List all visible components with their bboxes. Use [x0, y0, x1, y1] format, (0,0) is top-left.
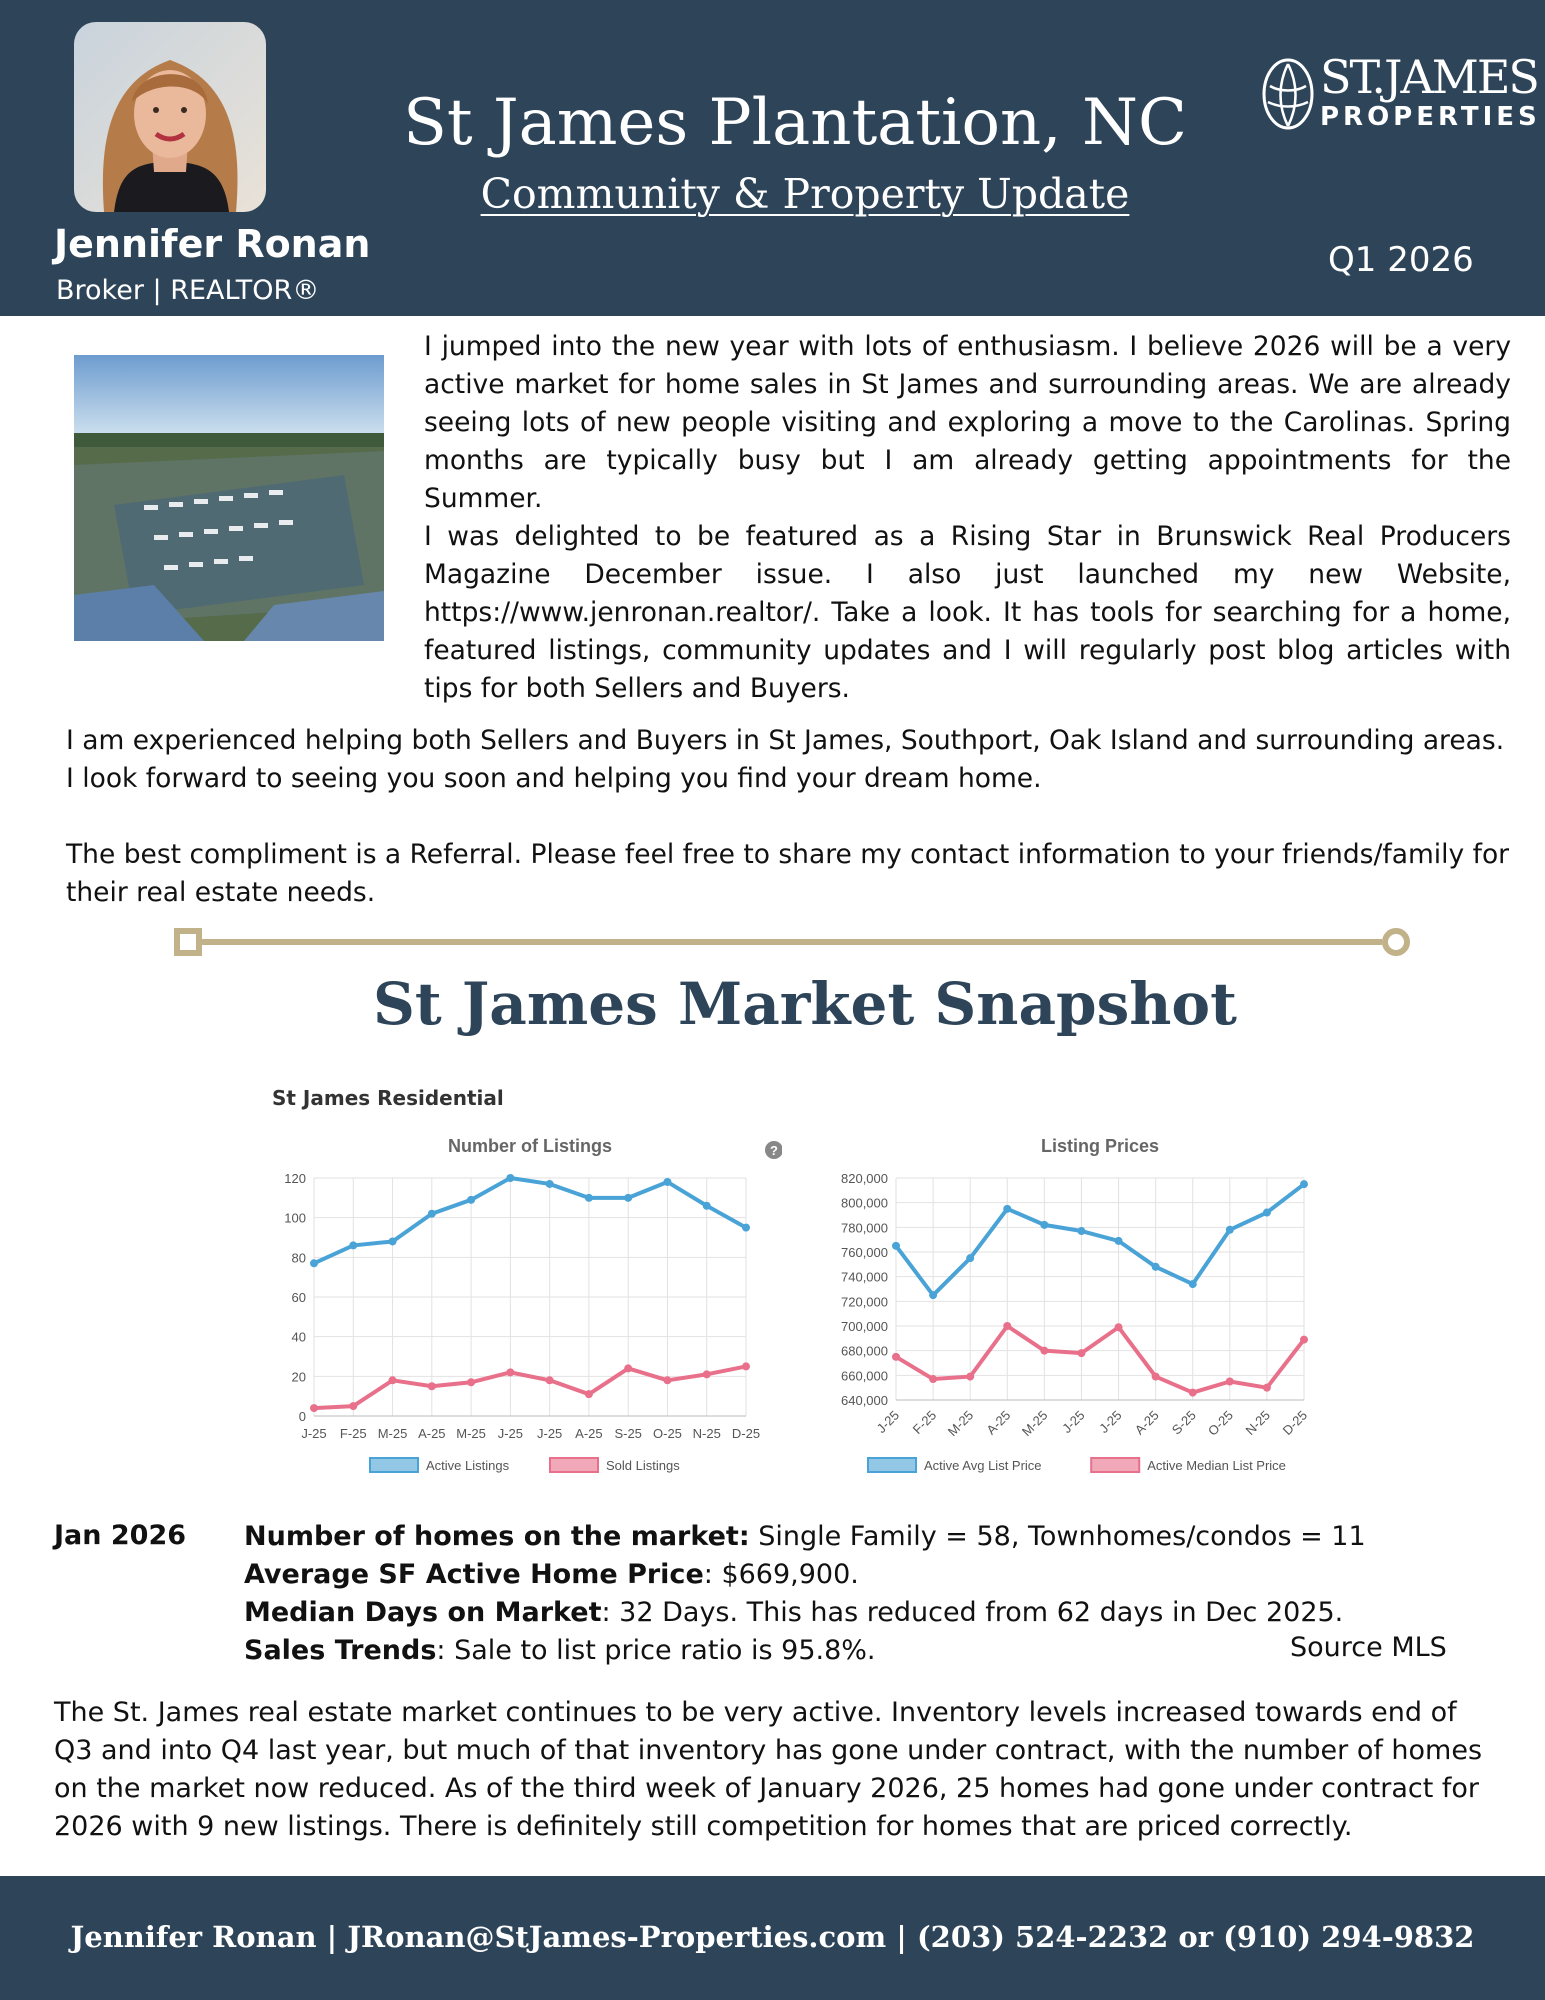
- data-point: [467, 1378, 475, 1386]
- data-point: [1189, 1280, 1197, 1288]
- stats-label: Average SF Active Home Price: [244, 1559, 704, 1590]
- data-point: [1152, 1373, 1160, 1381]
- data-point: [663, 1178, 671, 1186]
- x-tick-label: J-25: [497, 1426, 524, 1441]
- logo-wordmark: ST.JAMES: [1320, 50, 1538, 104]
- y-tick-label: 100: [284, 1210, 306, 1226]
- stats-value: Single Family = 58, Townhomes/condos = 11: [749, 1521, 1366, 1552]
- data-point: [966, 1373, 974, 1381]
- data-point: [892, 1353, 900, 1361]
- y-tick-label: 640,000: [841, 1393, 888, 1408]
- agent-role: Broker | REALTOR®: [56, 275, 320, 306]
- data-point: [585, 1194, 593, 1202]
- x-tick-label: J-25: [1096, 1407, 1125, 1437]
- header-banner: [0, 0, 1545, 316]
- chart-title: Number of Listings: [447, 1136, 613, 1156]
- legend-swatch: [550, 1458, 598, 1472]
- x-tick-label: J-25: [301, 1426, 327, 1441]
- company-logo: [1260, 50, 1541, 140]
- data-point: [1189, 1389, 1197, 1397]
- data-point: [1263, 1209, 1271, 1217]
- data-point: [1115, 1323, 1123, 1331]
- data-point: [546, 1376, 554, 1384]
- data-point: [663, 1376, 671, 1384]
- stats-line-price: [244, 1556, 1366, 1594]
- y-tick-label: 80: [291, 1250, 306, 1266]
- x-tick-label: A-25: [575, 1426, 603, 1441]
- y-tick-label: 120: [284, 1171, 306, 1186]
- stats-value: : $669,900.: [703, 1559, 859, 1590]
- x-tick-label: M-25: [1018, 1407, 1051, 1440]
- x-tick-label: N-25: [1242, 1407, 1274, 1439]
- x-tick-label: J-25: [536, 1426, 563, 1441]
- data-point: [966, 1254, 974, 1262]
- data-point: [506, 1174, 514, 1182]
- series-line: [314, 1178, 746, 1263]
- data-point: [310, 1259, 318, 1267]
- x-tick-label: O-25: [1204, 1407, 1236, 1439]
- data-point: [1226, 1378, 1234, 1386]
- stats-label: Number of homes on the market:: [244, 1521, 750, 1552]
- y-tick-label: 720,000: [841, 1294, 888, 1310]
- data-point: [892, 1242, 900, 1250]
- data-point: [1077, 1349, 1085, 1357]
- quarter-label: Q1 2026: [1328, 240, 1474, 280]
- data-point: [703, 1202, 711, 1210]
- data-point: [1040, 1347, 1048, 1355]
- data-point: [1003, 1205, 1011, 1213]
- chart-title: Listing Prices: [1040, 1136, 1160, 1156]
- page-title: St James Plantation, NC: [403, 86, 1187, 160]
- series-line: [314, 1366, 746, 1408]
- prices-chart: [790, 1130, 1330, 1490]
- source-note: Source MLS: [1290, 1632, 1447, 1663]
- legend-swatch: [868, 1458, 916, 1472]
- data-point: [929, 1291, 937, 1299]
- legend-label: Sold Listings: [606, 1458, 680, 1473]
- stats-date: Jan 2026: [54, 1520, 187, 1551]
- page-subtitle: Community & Property Update: [480, 170, 1130, 218]
- x-tick-label: D-25: [731, 1426, 761, 1441]
- y-tick-label: 760,000: [841, 1245, 888, 1260]
- y-tick-label: 0: [298, 1409, 306, 1424]
- legend-swatch: [370, 1458, 418, 1472]
- x-tick-label: M-25: [377, 1426, 408, 1441]
- x-tick-label: S-25: [1168, 1407, 1199, 1438]
- intro-paragraph-4: The best compliment is a Referral. Please feel free to share my contact information to your friends/family for their real estate needs.: [66, 839, 1510, 908]
- data-point: [310, 1404, 318, 1412]
- data-point: [1077, 1227, 1085, 1235]
- stats-value: : 32 Days. This has reduced from 62 days in Dec 2025.: [601, 1597, 1344, 1628]
- x-tick-label: S-25: [614, 1426, 642, 1441]
- y-tick-label: 700,000: [841, 1319, 888, 1334]
- data-point: [742, 1224, 750, 1232]
- y-tick-label: 740,000: [841, 1269, 888, 1285]
- data-point: [1003, 1322, 1011, 1330]
- data-point: [389, 1376, 397, 1384]
- data-point: [742, 1362, 750, 1370]
- data-point: [1300, 1180, 1308, 1188]
- legend-swatch: [1091, 1458, 1139, 1472]
- stats-line-trends: [244, 1632, 1366, 1670]
- data-point: [506, 1368, 514, 1376]
- x-tick-label: A-25: [418, 1426, 446, 1441]
- data-point: [428, 1382, 436, 1390]
- intro-paragraph-3: I am experienced helping both Sellers and Buyers in St James, Southport, Oak Island and surrounding areas. I look forward to seeing you soon and helping you find your dream home.: [66, 725, 1505, 794]
- x-tick-label: J-25: [1059, 1407, 1088, 1437]
- data-point: [546, 1180, 554, 1188]
- intro-paragraph-2: I was delighted to be featured as a Rising Star in Brunswick Real Producers Magazine December issue. I also just launched my new Website, https://www.jenronan.realtor/. Take a look. It has tools for searching for a home, featured listings, community updates and I will regularly post blog articles with tips for both Sellers and Buyers.: [424, 521, 1511, 704]
- data-point: [1152, 1263, 1160, 1271]
- data-point: [1040, 1221, 1048, 1229]
- marina-aerial-image: [74, 355, 384, 641]
- stats-line-homes: [244, 1518, 1366, 1556]
- data-point: [1226, 1226, 1234, 1234]
- y-tick-label: 780,000: [841, 1220, 888, 1236]
- x-tick-label: O-25: [653, 1426, 682, 1441]
- footer-contact: Jennifer Ronan | JRonan@StJames-Properties.com | (203) 524-2232 or (910) 294-9832: [70, 1920, 1475, 1954]
- x-tick-label: M-25: [944, 1407, 977, 1440]
- x-tick-label: A-25: [983, 1407, 1014, 1438]
- legend-label: Active Avg List Price: [924, 1458, 1042, 1473]
- logo-emblem-icon: [1260, 56, 1316, 132]
- residential-title: St James Residential: [272, 1086, 504, 1110]
- series-line: [896, 1184, 1304, 1295]
- data-point: [467, 1196, 475, 1204]
- series-line: [896, 1326, 1304, 1393]
- stats-value: : Sale to list price ratio is 95.8%.: [436, 1635, 876, 1666]
- data-point: [703, 1370, 711, 1378]
- x-tick-label: F-25: [909, 1407, 940, 1438]
- y-tick-label: 40: [291, 1329, 306, 1345]
- data-point: [389, 1237, 397, 1245]
- stats-line-days: [244, 1594, 1366, 1632]
- stats-label: Median Days on Market: [244, 1597, 602, 1628]
- y-tick-label: 680,000: [841, 1343, 888, 1359]
- x-tick-label: M-25: [456, 1426, 486, 1441]
- data-point: [428, 1210, 436, 1218]
- logo-subtext: PROPERTIES: [1320, 102, 1541, 132]
- listings-chart: [262, 1130, 782, 1490]
- x-tick-label: A-25: [1131, 1407, 1162, 1438]
- footer-banner: [0, 1876, 1545, 2000]
- x-tick-label: D-25: [1279, 1407, 1311, 1439]
- market-commentary: The St. James real estate market continues to be very active. Inventory levels increased towards end of Q3 and into Q4 last year, but much of that inventory has gone under contract, with the number of homes on the market now reduced. As of the third week of January 2026, 25 homes had gone under contract for 2026 with 9 new listings. There is definitely still competition for homes that are priced correctly.: [54, 1697, 1483, 1842]
- help-icon-glyph: ?: [770, 1143, 778, 1158]
- y-tick-label: 800,000: [841, 1195, 888, 1211]
- section-divider: [172, 926, 1412, 960]
- data-point: [349, 1241, 357, 1249]
- y-tick-label: 660,000: [841, 1368, 888, 1384]
- snapshot-title: St James Market Snapshot: [373, 970, 1237, 1038]
- y-tick-label: 60: [291, 1290, 306, 1305]
- x-tick-label: N-25: [692, 1426, 721, 1441]
- data-point: [1115, 1237, 1123, 1245]
- data-point: [1263, 1384, 1271, 1392]
- y-tick-label: 820,000: [841, 1171, 888, 1186]
- agent-name: Jennifer Ronan: [54, 222, 371, 266]
- data-point: [1300, 1336, 1308, 1344]
- stats-label: Sales Trends: [244, 1635, 437, 1666]
- stats-block: [244, 1518, 1366, 1670]
- data-point: [624, 1194, 632, 1202]
- x-tick-label: J-25: [873, 1407, 903, 1437]
- x-tick-label: F-25: [339, 1426, 367, 1441]
- data-point: [624, 1364, 632, 1372]
- legend-label: Active Median List Price: [1147, 1458, 1286, 1473]
- data-point: [929, 1375, 937, 1383]
- intro-paragraph-1: I jumped into the new year with lots of enthusiasm. I believe 2026 will be a very active market for home sales in St James and surrounding areas. We are already seeing lots of new people visiting and exploring a move to the Carolinas. Spring months are typically busy but I am already getting appointments for the Summer.: [424, 331, 1511, 514]
- y-tick-label: 20: [291, 1369, 306, 1385]
- agent-photo: [74, 22, 266, 212]
- legend-label: Active Listings: [426, 1458, 510, 1473]
- data-point: [349, 1402, 357, 1410]
- data-point: [585, 1390, 593, 1398]
